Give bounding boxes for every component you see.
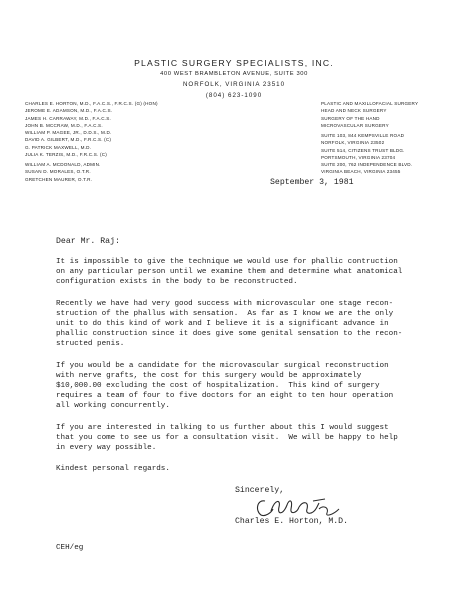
doctor-name: JAMES H. CARRAWAY, M.D., F.A.C.S.	[25, 115, 111, 121]
specialty: HEAD AND NECK SURGERY	[321, 108, 387, 114]
doctor-name: DAVID A. GILBERT, M.D., F.R.C.S. (C)	[25, 137, 112, 143]
signer-name: Charles E. Horton, M.D.	[235, 517, 349, 526]
doctor-name: JOHN B. MCCRAW, M.D., F.A.C.S.	[25, 122, 103, 128]
doctor-name: CHARLES E. HORTON, M.D., F.A.C.S., F.R.C.S. (G) (HON)	[25, 101, 158, 106]
letter-date: September 3, 1981	[270, 178, 354, 187]
organization-city: NORFOLK, VIRGINIA 23510	[182, 81, 286, 88]
body-paragraph: If you are interested in talking to us further about this I would suggest that you come to see us for a consultation visit. We will be happy to help in every way possible.	[56, 423, 398, 453]
salutation: Dear Mr. Raj:	[56, 237, 120, 246]
doctor-name: G. PATRICK MAXWELL, M.D.	[25, 144, 92, 150]
body-paragraph: If you would be a candidate for the microvascular surgical reconstruction with nerve grafts, the cost for this surgery would be approximately $10,000.00 excluding the cost of hospitalization. This kind of surgery requires a team of four to five doctors for an eight to ten hour operation all working concurrently.	[56, 361, 394, 411]
staff-name: WILLIAM A. MCDONALD, ADMIN.	[25, 162, 101, 167]
office-line: SUITE 514, CITIZENS TRUST BLDG.	[321, 147, 405, 153]
staff-name: GRETCHEN MAURER, O.T.R.	[25, 176, 93, 182]
specialties-column	[321, 100, 418, 176]
letter-body	[56, 257, 456, 485]
office-line: PORTSMOUTH, VIRGINIA 23704	[321, 154, 396, 160]
specialty: MICROVASCULAR SURGERY	[321, 122, 389, 128]
organization-name: PLASTIC SURGERY SPECIALISTS, INC.	[134, 58, 334, 68]
organization-address: 400 WEST BRAMBLETON AVENUE, SUITE 300	[160, 71, 308, 77]
specialty: SURGERY OF THE HAND	[321, 115, 380, 121]
staff-column	[25, 100, 158, 183]
office-line: SUITE 200, 762 INDEPENDENCE BLVD.	[321, 162, 413, 167]
office-line: VIRGINIA BEACH, VIRGINIA 23455	[321, 169, 401, 175]
body-paragraph: It is impossible to give the technique we would use for phallic contruction on any particular person until we examine them and determine what anatomical configuration exists in the body to be reconstructed.	[56, 258, 403, 287]
doctor-name: WILLIAM P. MAGEE, JR., D.D.S., M.D.	[25, 130, 112, 135]
body-paragraph: Kindest personal regards.	[56, 465, 170, 474]
closing: Sincerely,	[235, 486, 285, 495]
doctor-name: JEROME E. ADAMSON, M.D., F.A.C.S.	[25, 108, 113, 114]
doctor-name: JULIA K. TERZIS, M.D., F.R.C.S. (C)	[25, 151, 107, 157]
staff-name: SUSAN D. MORALES, O.T.R.	[25, 169, 91, 175]
office-line: NORFOLK, VIRGINIA 23502	[321, 140, 385, 146]
office-line: SUITE 103, 844 KEMPSVILLE ROAD	[321, 133, 405, 138]
organization-phone: (804) 623-1090	[205, 92, 263, 99]
body-paragraph: Recently we have had very good success with microvascular one stage recon- struction of the phallus with sensation. As far as I know we are the only unit to do this kind of work and I believe it is a significant advance in phallic construction since it does give some genital sensation to the recon- structed penis.	[56, 299, 403, 349]
specialty: PLASTIC AND MAXILLOFACIAL SURGERY	[321, 101, 419, 106]
typist-initials: CEH/eg	[56, 544, 84, 552]
